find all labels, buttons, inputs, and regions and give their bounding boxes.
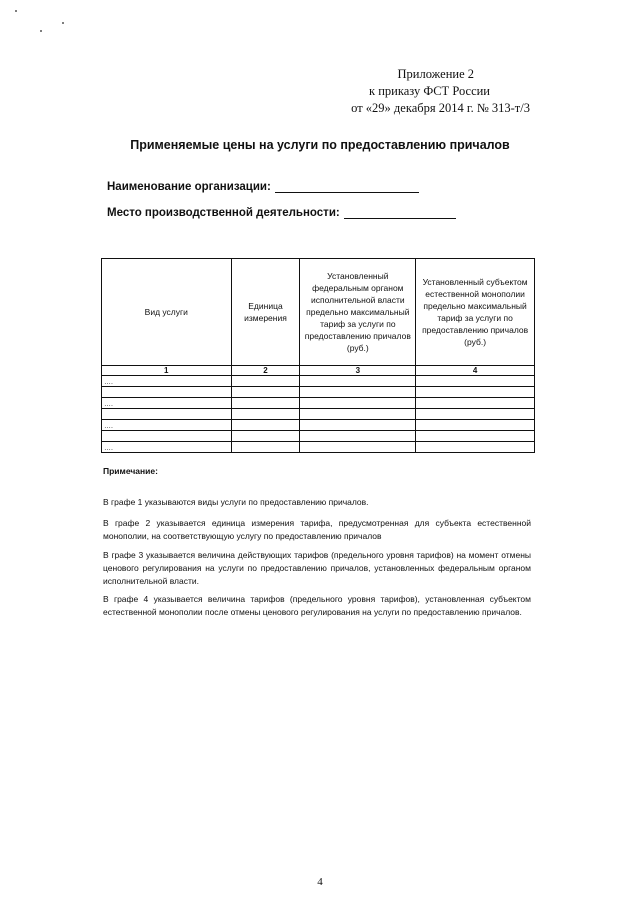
row-cell[interactable] [416, 420, 535, 431]
row-cell[interactable] [102, 409, 232, 420]
place-blank[interactable] [344, 206, 456, 219]
column-header: Установленный субъектом естественной монополии предельно максимальный тариф за услуги по предоставлению причалов (руб.) [416, 259, 535, 366]
row-cell[interactable]: …. [102, 420, 232, 431]
tariff-table [101, 258, 535, 453]
column-number-row [102, 366, 535, 376]
row-cell[interactable] [300, 376, 416, 387]
column-header: Установленный федеральным органом исполнительной власти предельно максимальный тариф за услуги по предоставлению причалов (руб.) [300, 259, 416, 366]
row-cell[interactable] [231, 398, 300, 409]
row-cell[interactable] [231, 420, 300, 431]
table-row [102, 442, 535, 453]
column-number: 1 [102, 366, 232, 376]
column-header: Единица измерения [231, 259, 300, 366]
scan-speck [40, 30, 42, 32]
note-item: В графе 2 указывается единица измерения тарифа, предусмотренная для субъекта естественной монополии, на соответствующую услугу по предоставлению причалов [103, 518, 531, 541]
row-cell[interactable] [300, 398, 416, 409]
row-cell[interactable] [300, 442, 416, 453]
row-cell[interactable]: …. [102, 442, 232, 453]
row-cell[interactable] [231, 442, 300, 453]
organization-label: Наименование организации: [107, 181, 271, 193]
document-title: Применяемые цены на услуги по предоставлению причалов [130, 138, 510, 152]
table-row [102, 409, 535, 420]
appendix-line-2: к приказу ФСТ России [369, 84, 490, 98]
organization-blank[interactable] [275, 180, 419, 193]
table-row [102, 376, 535, 387]
column-number: 3 [300, 366, 416, 376]
table-row [102, 387, 535, 398]
row-cell[interactable] [416, 431, 535, 442]
row-cell[interactable] [416, 376, 535, 387]
organization-field [107, 180, 419, 193]
column-number: 2 [231, 366, 300, 376]
row-cell[interactable] [416, 387, 535, 398]
table-header-row [102, 259, 535, 366]
scan-speck [62, 22, 64, 24]
row-cell[interactable]: …. [102, 398, 232, 409]
note-item: В графе 1 указываются виды услуги по предоставлению причалов. [103, 497, 369, 507]
row-cell[interactable] [300, 387, 416, 398]
row-cell[interactable] [231, 387, 300, 398]
row-cell[interactable] [416, 442, 535, 453]
column-number: 4 [416, 366, 535, 376]
appendix-line-1: Приложение 2 [397, 67, 474, 81]
table-row [102, 420, 535, 431]
row-cell[interactable] [102, 431, 232, 442]
table-row [102, 398, 535, 409]
row-cell[interactable] [300, 409, 416, 420]
row-cell[interactable]: …. [102, 376, 232, 387]
place-field [107, 206, 456, 219]
row-cell[interactable] [300, 420, 416, 431]
column-header: Вид услуги [102, 259, 232, 366]
appendix-header [300, 66, 530, 117]
page-number: 4 [317, 876, 323, 888]
appendix-line-3: от «29» декабря 2014 г. № 313-т/3 [351, 101, 530, 115]
row-cell[interactable] [416, 409, 535, 420]
row-cell[interactable] [300, 431, 416, 442]
row-cell[interactable] [231, 409, 300, 420]
row-cell[interactable] [102, 387, 232, 398]
scan-speck [15, 10, 17, 12]
row-cell[interactable] [416, 398, 535, 409]
table-row [102, 431, 535, 442]
place-label: Место производственной деятельности: [107, 207, 340, 219]
note-item: В графе 3 указывается величина действующих тарифов (предельного уровня тарифов) на момент отмены ценового регулирования на услуги по предоставлению причалов, установленных федеральным органом исполнительной власти. [103, 550, 531, 586]
notes-title: Примечание: [103, 466, 158, 476]
row-cell[interactable] [231, 431, 300, 442]
note-item: В графе 4 указывается величина тарифов (предельного уровня тарифов), установленная субъектом естественной монополии после отмены ценового регулирования на услуги по предоставлению причалов. [103, 594, 531, 617]
row-cell[interactable] [231, 376, 300, 387]
